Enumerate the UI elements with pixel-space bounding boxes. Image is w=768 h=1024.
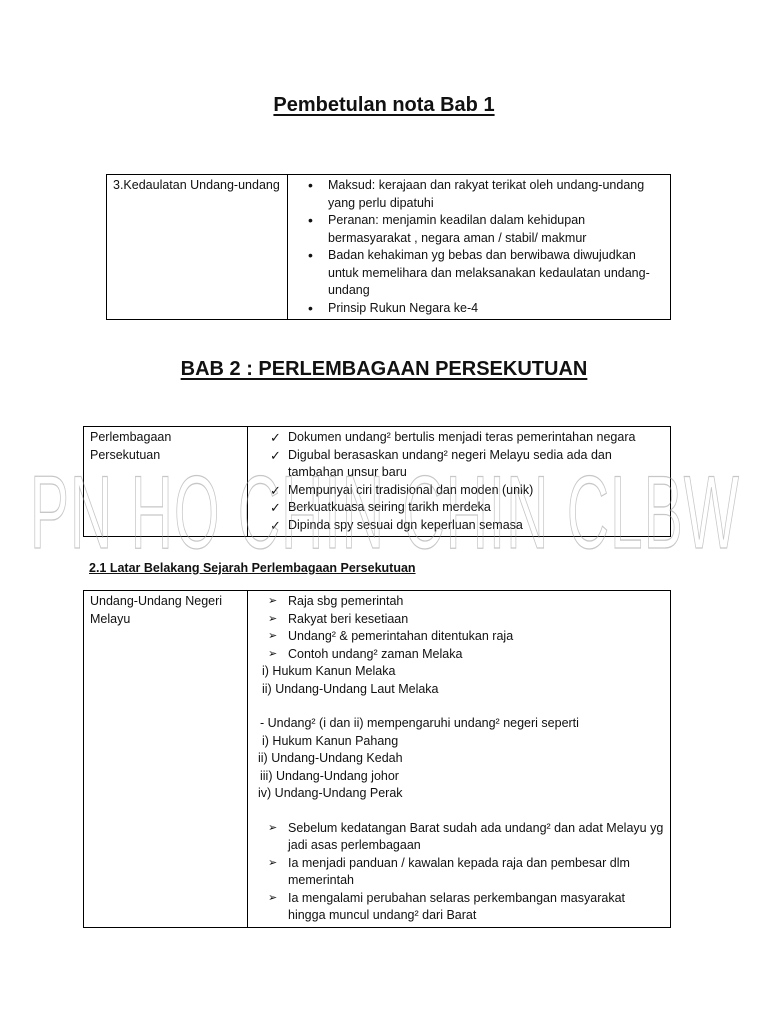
table-row	[84, 427, 671, 537]
check-icon: ✓	[270, 482, 281, 498]
state-law-1: i) Hukum Kanun Pahang	[262, 733, 399, 748]
arrow-icon: ➢	[268, 630, 278, 642]
list-item: ✓ Digubal berasaskan undang² negeri Melayu sedia ada dan tambahan unsur baru	[270, 447, 612, 479]
list-item: ✓ Dokumen undang² bertulis menjadi teras pemerintahan negara	[270, 430, 636, 445]
table1-list	[294, 177, 664, 317]
section-title-bab2: BAB 2 : PERLEMBAGAAN PERSEKUTUAN	[180, 358, 588, 380]
list-item: ➢ Rakyat beri kesetiaan	[254, 611, 664, 629]
table1-label: 3.Kedaulatan Undang-undang	[107, 175, 288, 320]
check-icon: ✓	[270, 517, 281, 533]
list-item: ➢ Ia menjadi panduan / kawalan kepada raja dan pembesar dlm memerintah	[268, 855, 630, 887]
table3-content	[248, 591, 671, 928]
list-item: • Maksud: kerajaan dan rakyat terikat oleh undang-undang yang perlu dipatuhi	[308, 177, 645, 210]
table-undang-negeri	[83, 590, 671, 928]
table3-list-a	[254, 593, 664, 663]
melaka-law-2: ii) Undang-Undang Laut Melaka	[262, 681, 439, 696]
table-row	[107, 175, 671, 320]
check-icon: ✓	[270, 447, 281, 463]
influence-text: - Undang² (i dan ii) mempengaruhi undang² negeri seperti	[260, 716, 579, 730]
table2-label: Perlembagaan Persekutuan	[84, 427, 248, 537]
list-item: ➢ Ia mengalami perubahan selaras perkembangan masyarakat hingga muncul undang² dari Barat	[268, 890, 625, 922]
table3-label: Undang-Undang Negeri Melayu	[84, 591, 248, 928]
bullet-icon: •	[308, 299, 313, 316]
section-heading-2-1: 2.1 Latar Belakang Sejarah Perlembagaan Persekutuan	[89, 561, 416, 575]
arrow-icon: ➢	[268, 595, 278, 607]
arrow-icon: ➢	[268, 612, 278, 625]
arrow-icon: ➢	[268, 856, 278, 869]
melaka-law-1: i) Hukum Kanun Melaka	[262, 664, 396, 678]
table-perlembagaan	[83, 426, 671, 537]
list-item: ✓ Mempunyai ciri tradisional dan moden (unik)	[270, 482, 534, 498]
arrow-icon: ➢	[268, 647, 278, 660]
check-icon: ✓	[270, 430, 281, 445]
bullet-icon: •	[308, 247, 313, 263]
arrow-icon: ➢	[268, 891, 278, 904]
list-item: • Badan kehakiman yg bebas dan berwibawa diwujudkan untuk memelihara dan melaksanakan kedaulatan undang-undang	[308, 247, 650, 297]
list-item: • Peranan: menjamin keadilan dalam kehidupan bermasyarakat , negara aman / stabil/ makmur	[308, 212, 587, 245]
state-law-3: iii) Undang-Undang johor	[260, 768, 399, 783]
list-item: ✓ Berkuatkuasa seiring tarikh merdeka	[270, 500, 491, 515]
list-item: • Prinsip Rukun Negara ke-4	[308, 299, 479, 316]
table3-list-b	[254, 820, 664, 925]
table-kedaulatan	[106, 174, 671, 320]
table-row	[84, 591, 671, 928]
check-icon: ✓	[270, 500, 281, 515]
table2-list	[254, 429, 664, 534]
bullet-icon: •	[308, 177, 313, 193]
arrow-icon: ➢	[268, 821, 278, 834]
table2-content	[248, 427, 671, 537]
table1-content	[288, 175, 671, 320]
state-law-2: ii) Undang-Undang Kedah	[258, 751, 403, 765]
list-item: ➢ Undang² & pemerintahan ditentukan raja	[254, 628, 664, 646]
bullet-icon: •	[308, 212, 313, 228]
state-law-4: iv) Undang-Undang Perak	[258, 786, 403, 800]
list-item: ➢ Contoh undang² zaman Melaka	[254, 646, 664, 664]
page-title-bab1: Pembetulan nota Bab 1	[273, 94, 495, 116]
list-item: ✓ Dipinda spy sesuai dgn keperluan semasa	[270, 517, 523, 533]
list-item: ➢ Raja sbg pemerintah	[254, 593, 664, 611]
svg-text:PN HO CHIN CHIN CLBW: PN HO CHIN CHIN CLBW	[30, 455, 740, 562]
list-item: ➢ Sebelum kedatangan Barat sudah ada undang² dan adat Melayu yg jadi asas perlembagaan	[268, 820, 664, 852]
